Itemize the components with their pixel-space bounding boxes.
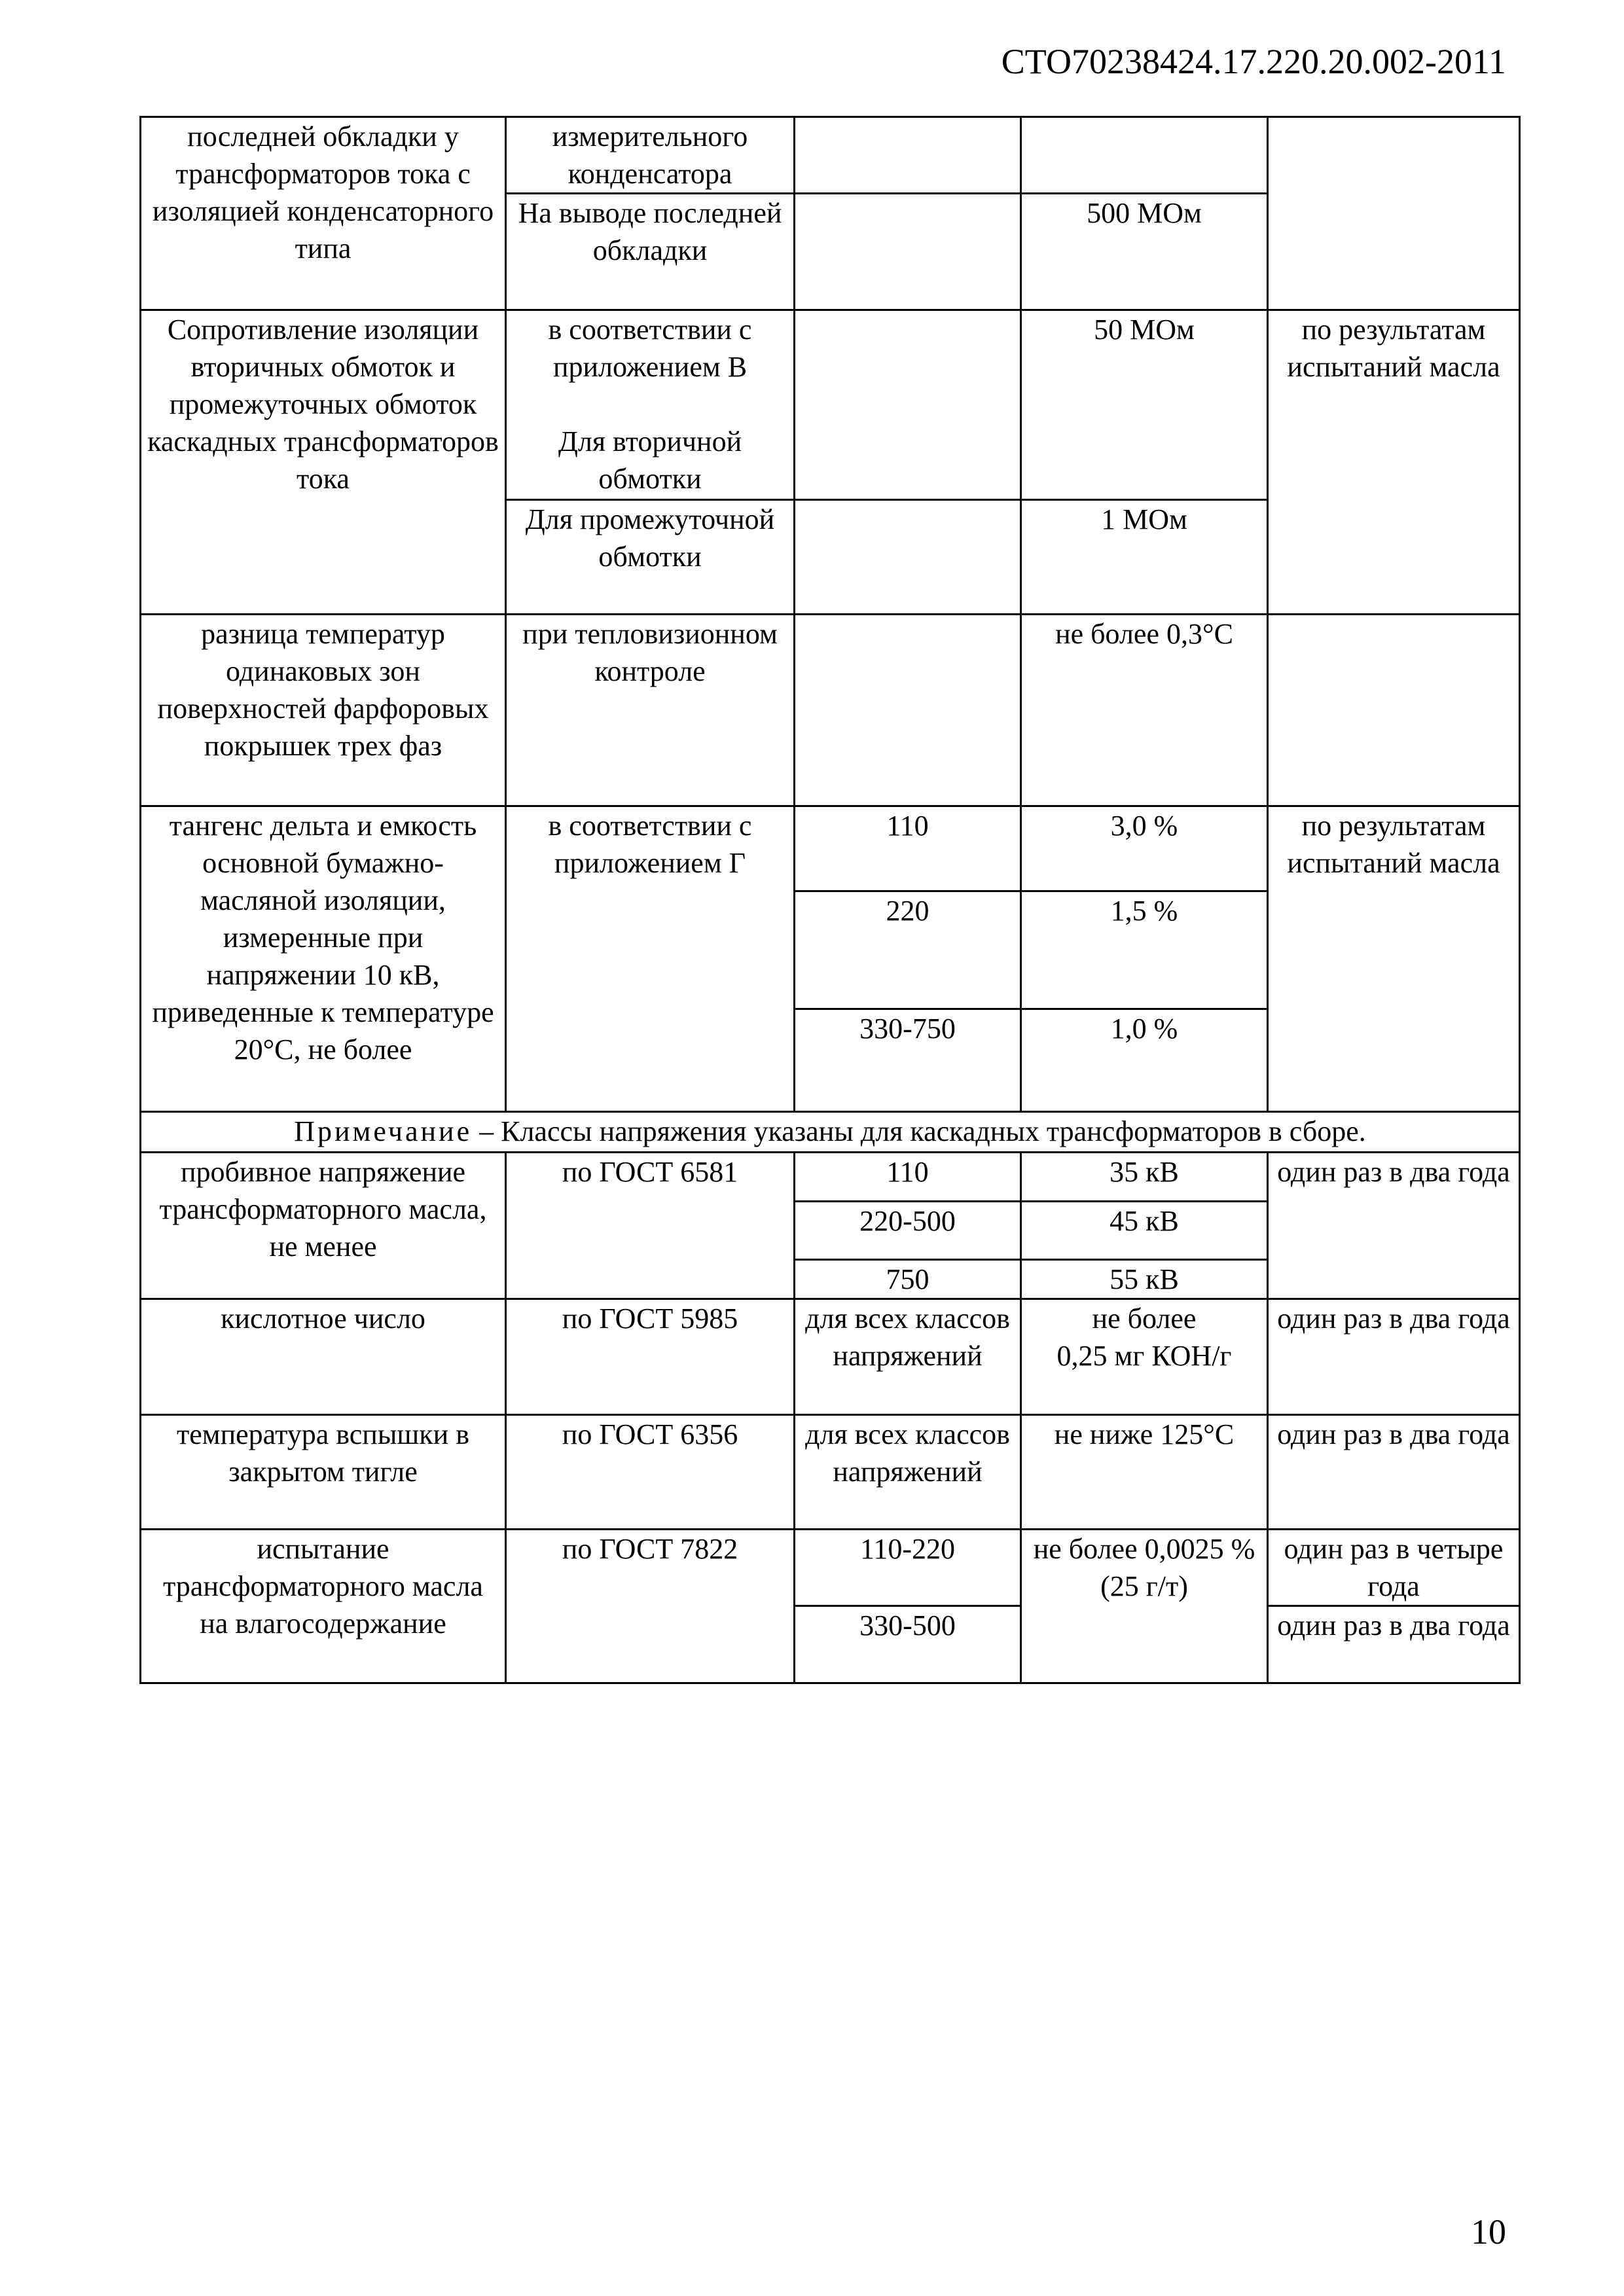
class-cell [795,117,1021,194]
class-cell: 110-220 [795,1530,1021,1606]
condition-cell: по ГОСТ 6581 [506,1153,795,1299]
norm-cell: 1,0 % [1021,1009,1268,1112]
class-cell [795,615,1021,806]
class-cell [795,500,1021,615]
class-cell [795,194,1021,310]
norm-cell: 50 МОм [1021,310,1268,500]
condition-cell [506,310,795,500]
condition-cell: На выводе последней обкладки [506,194,795,310]
norm-cell: 3,0 % [1021,806,1268,891]
param-cell: пробивное напряжение трансформаторного масла, не менее [141,1153,506,1299]
class-cell: для всех классов напряжений [795,1299,1021,1415]
page-number: 10 [1471,2212,1506,2251]
table-row [141,310,1520,500]
condition-cell: по ГОСТ 7822 [506,1530,795,1683]
condition-cell: по ГОСТ 5985 [506,1299,795,1415]
spacer [512,386,788,423]
norm-cell: 1 МОм [1021,500,1268,615]
class-cell: 110 [795,1153,1021,1202]
periodicity-cell [1268,615,1520,806]
parameters-table [139,116,1521,1684]
periodicity-cell: один раз в два года [1268,1606,1520,1683]
condition-cell: по ГОСТ 6356 [506,1415,795,1530]
periodicity-cell: по результатам испытаний масла [1268,310,1520,615]
condition-cell: Для промежуточной обмотки [506,500,795,615]
norm-cell: не более 0,3°С [1021,615,1268,806]
periodicity-cell: один раз в четыре года [1268,1530,1520,1606]
class-cell: 330-750 [795,1009,1021,1112]
class-cell: для всех классов напряжений [795,1415,1021,1530]
param-cell: испытание трансформаторного масла на влагосодержание [141,1530,506,1683]
periodicity-cell: один раз в два года [1268,1299,1520,1415]
norm-cell: 500 МОм [1021,194,1268,310]
param-cell: температура вспышки в закрытом тигле [141,1415,506,1530]
periodicity-cell [1268,117,1520,310]
table-row [141,1299,1520,1415]
table-row [141,1530,1520,1606]
periodicity-cell: по результатам испытаний масла [1268,806,1520,1112]
norm-cell: не ниже 125°С [1021,1415,1268,1530]
class-cell [795,310,1021,500]
table-row [141,806,1520,891]
note-cell [141,1112,1520,1153]
class-cell: 750 [795,1260,1021,1299]
param-cell: Сопротивление изоляции вторичных обмоток и промежуточных обмоток каскадных трансформаторов тока [141,310,506,615]
table-row [141,117,1520,194]
norm-cell: не более 0,25 мг КОН/г [1021,1299,1268,1415]
norm-cell: не более 0,0025 % (25 г/т) [1021,1530,1268,1683]
param-cell: тангенс дельта и емкость основной бумажно-масляной изоляции, измеренные при напряжении 10 кВ, приведенные к температуре 20°С, не более [141,806,506,1112]
class-cell: 220 [795,891,1021,1009]
condition-cell: при тепловизионном контроле [506,615,795,806]
condition-cell: измерительного конденсатора [506,117,795,194]
note-text: – Классы напряжения указаны для каскадных трансформаторов в сборе. [472,1115,1366,1147]
norm-cell: 35 кВ [1021,1153,1268,1202]
periodicity-cell: один раз в два года [1268,1153,1520,1299]
norm-cell: 45 кВ [1021,1202,1268,1260]
class-cell: 330-500 [795,1606,1021,1683]
norm-cell: 55 кВ [1021,1260,1268,1299]
table-row [141,1153,1520,1202]
condition-cell: в соответствии с приложением Г [506,806,795,1112]
class-cell: 220-500 [795,1202,1021,1260]
class-cell: 110 [795,806,1021,891]
document-code: СТО70238424.17.220.20.002-2011 [1001,42,1506,81]
condition-text: в соответствии с приложением В [548,314,752,383]
table-row [141,615,1520,806]
norm-cell: 1,5 % [1021,891,1268,1009]
param-cell: разница температур одинаковых зон поверхностей фарфоровых покрышек трех фаз [141,615,506,806]
note-label: Примечание [294,1115,473,1147]
param-cell: кислотное число [141,1299,506,1415]
norm-cell [1021,117,1268,194]
param-cell: последней обкладки у трансформаторов тока с изоляцией конденсаторного типа [141,117,506,310]
table-row [141,1112,1520,1153]
table-row [141,1415,1520,1530]
periodicity-cell: один раз в два года [1268,1415,1520,1530]
condition-text: Для вторичной обмотки [558,425,742,495]
